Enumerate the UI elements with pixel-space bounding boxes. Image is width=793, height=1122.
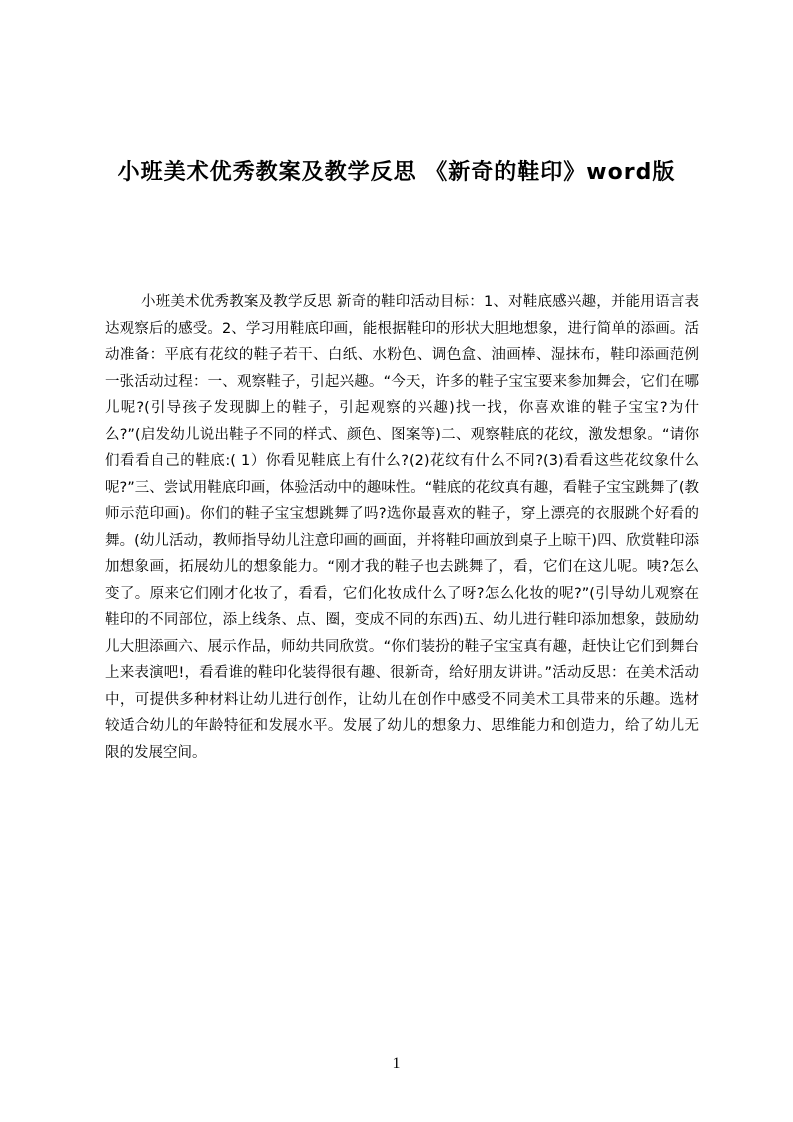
document-body: 小班美术优秀教案及教学反思 新奇的鞋印活动目标：1、对鞋底感兴趣，并能用语言表达观察后的感受。2、学习用鞋底印画，能根据鞋印的形状大胆地想象，进行简单的添画。活动准备：平底有花纹的鞋子若干、白纸、水粉色、调色盒、油画棒、湿抹布，鞋印添画范例一张活动过程：一、观察鞋子，引起兴趣。“今天，许多的鞋子宝宝要来参加舞会，它们在哪儿呢?(引导孩子发现脚上的鞋子，引起观察的兴趣)找一找，你喜欢谁的鞋子宝宝?为什么?”(启发幼儿说出鞋子不同的样式、颜色、图案等)二、观察鞋底的花纹，激发想象。“请你们看看自己的鞋底:( 1）你看见鞋底上有什么?(2)花纹有什么不同?(3)看看这些花纹象什么呢?”三、尝试用鞋底印画，体验活动中的趣味性。“鞋底的花纹真有趣，看鞋子宝宝跳舞了(教师示范印画)。你们的鞋子宝宝想跳舞了吗?选你最喜欢的鞋子，穿上漂亮的衣服跳个好看的舞。(幼儿活动，教师指导幼儿注意印画的画面，并将鞋印画放到桌子上晾干)四、欣赏鞋印添加想象画，拓展幼儿的想象能力。“刚才我的鞋子也去跳舞了，看，它们在这儿呢。咦?怎么变了。原来它们刚才化妆了，看看，它们化妆成什么了呀?怎么化妆的呢?”(引导幼儿观察在鞋印的不同部位，添上线条、点、圈，变成不同的东西)五、幼儿进行鞋印添加想象，鼓励幼儿大胆添画六、展示作品，师幼共同欣赏。“你们装扮的鞋子宝宝真有趣，赶快让它们到舞台上来表演吧!，看看谁的鞋印化装得很有趣、很新奇，给好朋友讲讲。”活动反思：在美术活动中，可提供多种材料让幼儿进行创作，让幼儿在创作中感受不同美术工具带来的乐趣。选材较适合幼儿的年龄特征和发展水平。发展了幼儿的想象力、思维能力和创造力，给了幼儿无限的发展空间。 (105, 294, 699, 761)
page-number: 1 (392, 1055, 401, 1072)
document-title: 小班美术优秀教案及教学反思 《新奇的鞋印》word版 (117, 159, 676, 185)
